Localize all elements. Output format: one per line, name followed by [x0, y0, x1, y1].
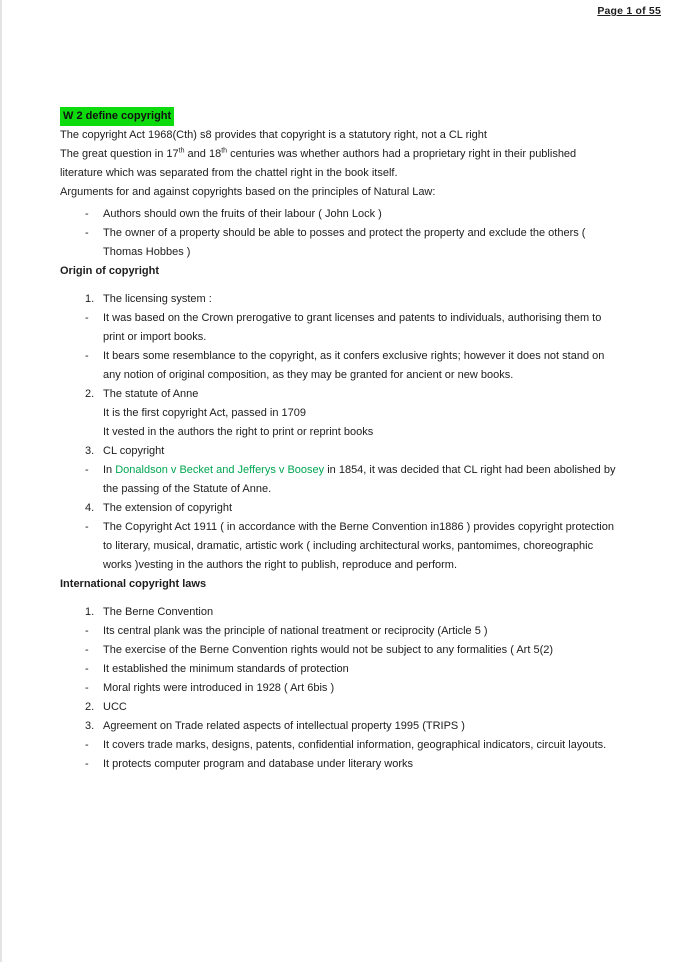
list-marker: -	[85, 521, 89, 533]
list-item-text: The owner of a property should be able to posses and protect the property and exclude the others ( Thomas Hobbes )	[103, 227, 586, 258]
list-item-text: It covers trade marks, designs, patents, confidential information, geographical indicators, circuit layouts.	[103, 739, 607, 751]
superscript-th: th	[221, 147, 228, 155]
list-item	[60, 736, 620, 755]
list-item	[60, 404, 620, 423]
list-item-text: It was based on the Crown prerogative to grant licenses and patents to individuals, authorising them to print or import books.	[103, 312, 602, 343]
natural-law-list	[60, 205, 620, 262]
list-item-text: The exercise of the Berne Convention rights would not be subject to any formalities ( Art 5(2)	[103, 644, 554, 656]
list-item-text: Agreement on Trade related aspects of intellectual property 1995 (TRIPS )	[103, 720, 465, 732]
list-item-text: Moral rights were introduced in 1928 ( Art 6bis )	[103, 682, 335, 694]
list-item-text: UCC	[103, 701, 127, 713]
list-item	[60, 442, 620, 461]
list-marker: -	[85, 739, 89, 751]
list-item-text: The Copyright Act 1911 ( in accordance with the Berne Convention in1886 ) provides copyright protection to literary, musical, dramatic, artistic work ( including architectural works, pantomimes, choreographic works )vesting in the authors the right to publish, reproduce and perform.	[103, 521, 614, 571]
list-item-text: It is the first copyright Act, passed in 1709	[103, 407, 306, 419]
list-item	[60, 679, 620, 698]
list-item	[60, 347, 620, 385]
list-marker: -	[85, 644, 89, 656]
list-marker: -	[85, 208, 89, 220]
list-item	[60, 309, 620, 347]
list-item-text: The Berne Convention	[103, 606, 214, 618]
text-segment: in 1854, it was decided that CL right had been abolished by the passing of the Statute of Anne.	[103, 464, 616, 495]
list-item-case-citation	[60, 461, 620, 499]
list-item	[60, 755, 620, 774]
list-item-text: Authors should own the fruits of their labour ( John Lock )	[103, 208, 382, 220]
list-item	[60, 622, 620, 641]
international-heading: International copyright laws	[60, 578, 207, 590]
list-item-text: It bears some resemblance to the copyright, as it confers exclusive rights; however it does not stand on any notion of original composition, as they may be granted for ancient or new books.	[103, 350, 605, 381]
list-marker: -	[85, 464, 89, 476]
paragraph-statutory-right: The copyright Act 1968(Cth) s8 provides that copyright is a statutory right, not a CL right	[60, 129, 487, 141]
highlighted-section-title: W 2 define copyright	[60, 107, 174, 126]
text-segment: The great question in 17	[60, 148, 179, 160]
list-marker: 3.	[85, 720, 95, 732]
list-item	[60, 518, 620, 575]
list-item-text: It established the minimum standards of protection	[103, 663, 349, 675]
list-marker: -	[85, 625, 89, 637]
origin-list	[60, 290, 620, 575]
list-item	[60, 641, 620, 660]
list-marker: 3.	[85, 445, 95, 457]
list-marker: 2.	[85, 701, 95, 713]
text-segment: and 18	[184, 148, 222, 160]
list-item	[60, 660, 620, 679]
list-item	[60, 603, 620, 622]
text-segment: centuries was whether authors had a proprietary right in their published literature which was separated from the chattel right in the book itself.	[60, 148, 577, 179]
origin-heading: Origin of copyright	[60, 265, 159, 277]
list-marker: -	[85, 312, 89, 324]
list-item-text: The licensing system :	[103, 293, 212, 305]
list-marker: -	[85, 350, 89, 362]
list-item	[60, 698, 620, 717]
list-item	[60, 224, 620, 262]
page-number: Page 1 of 55	[597, 5, 661, 17]
list-item	[60, 385, 620, 404]
list-item	[60, 499, 620, 518]
list-marker: -	[85, 227, 89, 239]
list-item	[60, 717, 620, 736]
international-list	[60, 603, 620, 774]
paragraph-arguments-natural-law: Arguments for and against copyrights based on the principles of Natural Law:	[60, 186, 436, 198]
list-item-text: The statute of Anne	[103, 388, 199, 400]
list-item	[60, 423, 620, 442]
list-item-text: CL copyright	[103, 445, 165, 457]
list-marker: 1.	[85, 293, 95, 305]
list-item-text: It vested in the authors the right to print or reprint books	[103, 426, 374, 438]
list-marker: -	[85, 663, 89, 675]
list-item-text: Its central plank was the principle of national treatment or reciprocity (Article 5 )	[103, 625, 488, 637]
scan-edge-artifact	[0, 0, 2, 962]
list-item	[60, 205, 620, 224]
list-item	[60, 290, 620, 309]
list-marker: -	[85, 758, 89, 770]
list-marker: -	[85, 682, 89, 694]
paragraph-great-question	[60, 145, 620, 183]
list-marker: 2.	[85, 388, 95, 400]
document-content	[60, 0, 620, 774]
case-citation: Donaldson v Becket and Jefferys v Boosey	[115, 464, 325, 476]
list-item-text: It protects computer program and database under literary works	[103, 758, 413, 770]
list-marker: 1.	[85, 606, 95, 618]
list-marker: 4.	[85, 502, 95, 514]
text-segment: In	[103, 464, 116, 476]
list-item-text: The extension of copyright	[103, 502, 233, 514]
superscript-th: th	[178, 147, 185, 155]
